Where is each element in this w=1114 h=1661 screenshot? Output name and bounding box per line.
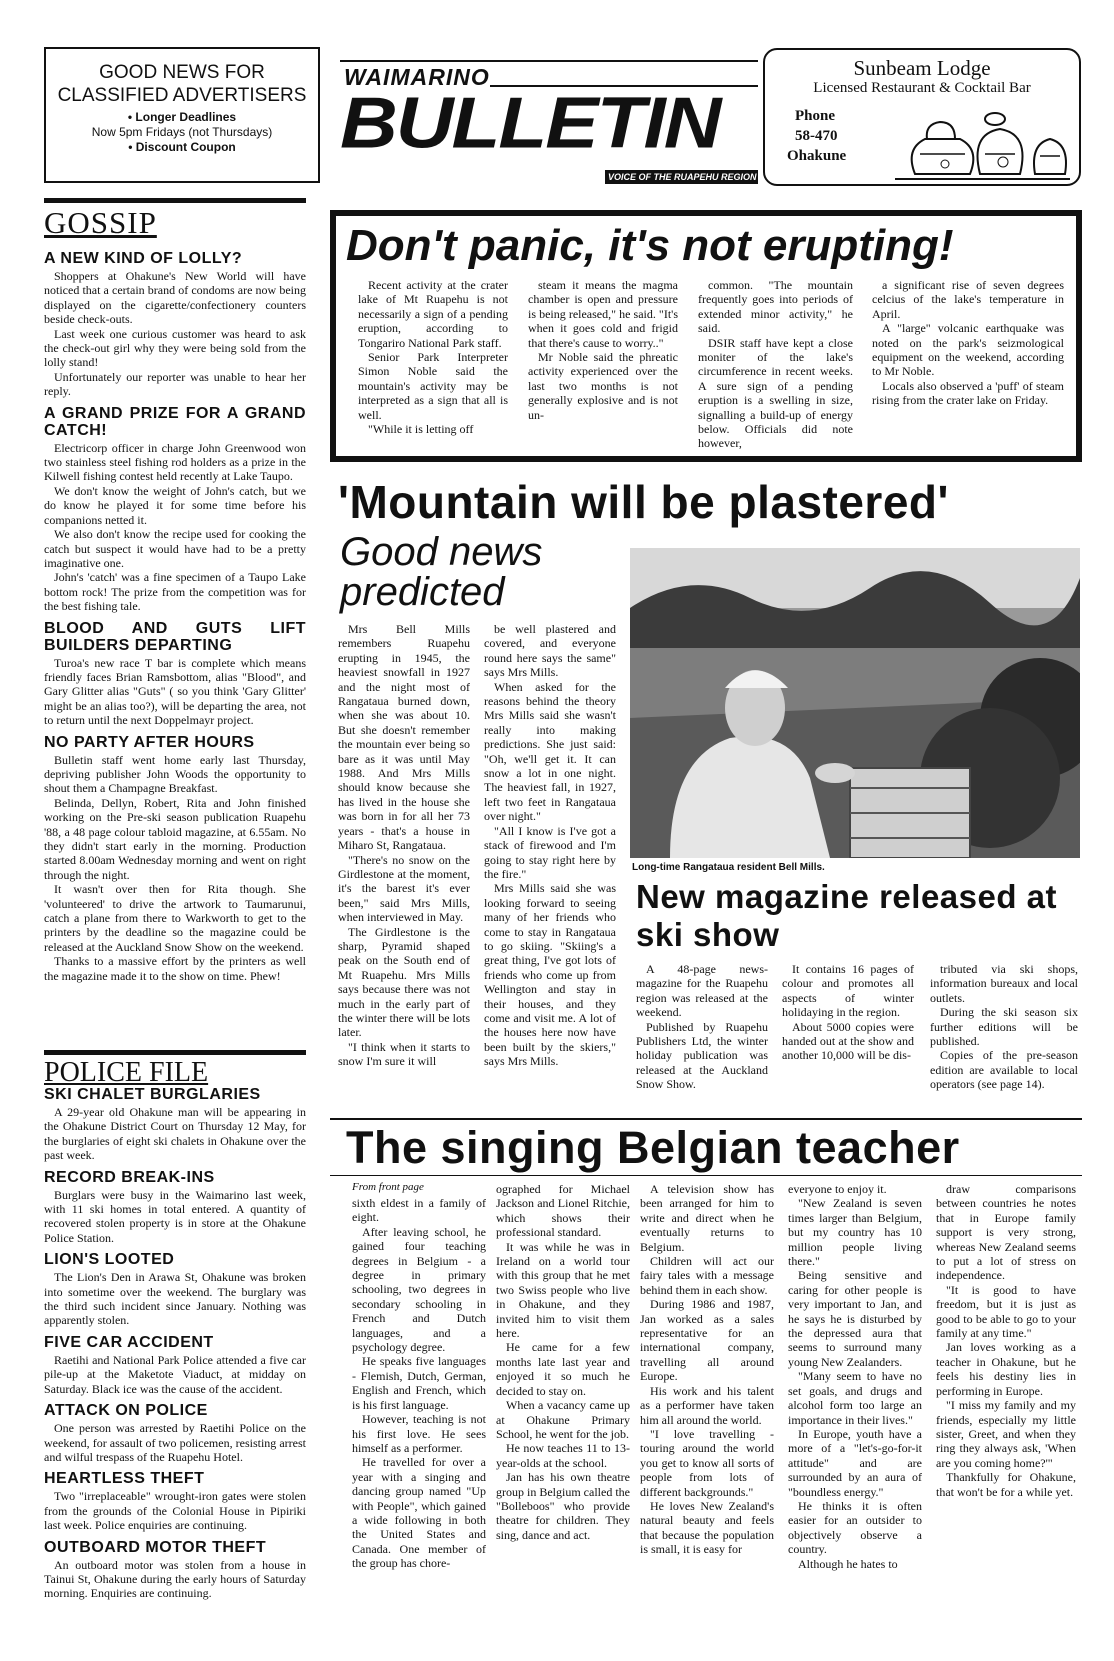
masthead-tagline: VOICE OF THE RUAPEHU REGION [608,172,757,182]
gossip-para: Turoa's new race T bar is complete which means friendly faces Brian Ramsbottom, alias "Blood", and Gary Glitter alias "Guts" ( so you think 'Gary Glitter' might be an alias too?), will be departing the area, not to return until the next Doppelmayr project. [44,655,306,728]
belgian-col-2: ographed for Michael Jackson and Lionel Ritchie, which shows their professional standard. It was while he was in Ireland on a world tour with this group that he met two Swiss people who live in Ohakune, and they invited him to visit them here. He came for a few months late last year and enjoyed it so much he decided to stay on. When a vacancy came up at Ohakune Primary School, he went for the job. He now teaches 11 to 13-year-olds at the school. Jan has his own theatre group in Belgium called the "Bolleboos" who provide theatre for children. They sing, dance and act. [496,1182,630,1542]
belgian-col-3: A television show has been arranged for him to write and direct when he eventually returns to Belgium. Children will act our fairy tales with a message behind them in each show. During 1986 and 1987, Jan worked as a sales representative for an international company, travelling all around Europe. His work and his talent as a performer have taken him all around the world. "I love travelling - touring around the world you get to know all sorts of people from lots of different backgrounds." He loves New Zealand's natural beauty and feels that because the population is small, it is easy for [640,1182,774,1557]
pottery-illustration-icon [885,104,1075,184]
police-para: An outboard motor was stolen from a house in Tainui St, Ohakune during the early hours of Saturday morning. Enquiries are continuing. [44,1557,306,1601]
gossip-title-2: A GRAND PRIZE FOR A GRAND CATCH! [44,404,306,439]
ad-bullet-1: • Longer Deadlines [127,110,237,124]
lodge-desc: Licensed Restaurant & Cocktail Bar [813,80,1031,96]
masthead-top: WAIMARINO [344,64,490,90]
belgian-from-front: From front page [352,1181,424,1193]
masthead-title: BULLETIN [340,82,720,163]
mountain-col-2: be well plastered and covered, and everyone round here says the same" says Mrs Mills. When asked for the reasons behind the theory Mrs Mills said she wasn't really into making predictions. She just said: "Oh, we'll get it. It can snow a lot in one night. The heaviest fall, in 1927, left two feet in Rangataua over night." "All I know is I've got a stack of firewood and I'm going to stay right here by the fire." Mrs Mills said she was looking forward to seeing many of her friends who come to stay in Rangataua to go skiing. "Skiing's a great thing, I've got lots of friends who come up from Wellington and stay in their houses, and they come and visit me. A lot of the houses here now have been built by the skiers," says Mrs Mills. [484,622,616,1069]
photo-caption: Long-time Rangataua resident Bell Mills. [632,862,825,873]
gossip-para: We don't know the weight of John's catch, but we do know he played it for some time before his companions netted it. [44,483,306,527]
erupting-col-3: common. "The mountain frequently goes into periods of extended minor activity," he said. DSIR staff have kept a close moniter of the lake's circumference in recent weeks. A sure sign of a pending eruption is a swelling in size, signalling a build-up of energy below. Officials did note however, [698,278,853,451]
police-title-7: OUTBOARD MOTOR THEFT [44,1538,267,1556]
gossip-para: Belinda, Dellyn, Robert, Rita and John finished working on the Pre-ski season publication Ruapehu '88, a 48 page colour tabloid magazine, at 6.55am. No they didn't start early in the morning. Production started 8.00am Wednesday morning and went on right through the night. [44,795,306,882]
magazine-col-3: tributed via ski shops, information bureaux and local outlets. During the ski season six further editions will be published. Copies of the pre-season edition are available to local operators (see page 14). [930,962,1078,1092]
classified-ad-box [44,47,320,183]
gossip-para: It wasn't over then for Rita though. She 'volunteered' to drive the artwork to Taumarunui, catch a plane from there to Warkworth to get to the printers by the deadline so the magazine could be released at the Auckland Snow Show on the weekend. [44,882,306,954]
gossip-para: Bulletin staff went home early last Thursday, depriving publisher John Woods the opportunity to shout them a Champagne Breakfast. [44,752,306,796]
police-title-4: FIVE CAR ACCIDENT [44,1333,214,1351]
magazine-col-1: A 48-page news-magazine for the Ruapehu region was released at the weekend. Published by Ruapehu Publishers Ltd, the winter holiday publication was released at the Auckland Snow Show. [636,962,768,1092]
police-section [44,1084,306,1601]
lodge-phone-label: Phone [795,108,836,124]
belgian-col-5: draw comparisons between countries he notes that in Europe family support is very strong, whereas New Zealand seems to put a lot of stress on independence. "It is good to have freedom, but it is just as good to be able to go to your family at any time." Jan loves working as a teacher in Ohakune, but he feels his destiny lies in performing in Europe. "I miss my family and my friends, especially my little sister, Greet, and when they ring they always ask, 'When are you coming home?'" Thankfully for Ohakune, that won't be for a while yet. [936,1182,1076,1499]
gossip-section [44,244,306,983]
police-para: A 29-year old Ohakune man will be appearing in the Ohakune District Court on Thursday 12 May, for the burglaries of eight ski chalets in Ohakune over the past week. [44,1105,306,1163]
police-title-3: LION'S LOOTED [44,1251,175,1269]
gossip-para: Unfortunately our reporter was unable to hear her reply. [44,369,306,399]
gossip-para: John's 'catch' was a fine specimen of a Taupo Lake bottom rock! The prize from the competition was for the best fishing tale. [44,570,306,614]
erupting-col-1: Recent activity at the crater lake of Mt Ruapehu is not necessarily a sign of a pending eruption, according to Tongariro National Park staff. Senior Park Interpreter Simon Noble said the mountain's activity may be interpreted as a sign that all is well. "While it is letting off [358,278,508,437]
police-para: Burglars were busy in the Waimarino last week, with 11 ski homes in total entered. A quantity of recovered stolen property is in store at the Ohakune Police Station. [44,1187,306,1245]
erupting-story-box [330,210,1082,462]
gossip-header: GOSSIP [44,205,157,240]
police-para: Two "irreplaceable" wrought-iron gates were stolen from the grounds of the Colonial House in Pipiriki last week. Police enquiries are continuing. [44,1489,306,1533]
belgian-headline: The singing Belgian teacher [346,1122,960,1173]
police-file-header: POLICE FILE [44,1057,209,1088]
erupting-col-2: steam it means the magma chamber is open and pressure is being released," he said. "It's when it goes cold and frigid that there's cause to worry.." Mr Noble said the phreatic activity experienced over the last two months is not generally explosive and is not un- [528,278,678,422]
erupting-col-4: a significant rise of seven degrees celcius of the lake's temperature in April. A "large" volcanic earthquake was noted on the park's seizmological equipment on the weekend, according to Mr Noble. Locals also observed a 'puff' of steam rising from the crater lake on Friday. [872,278,1064,408]
masthead [340,60,758,185]
gossip-title-1: A NEW KIND OF LOLLY? [44,250,243,267]
lodge-name: Sunbeam Lodge [853,56,991,80]
gossip-para: Thanks to a massive effort by the printers as well the magazine made it to the show on time. Phew! [44,954,306,983]
erupting-headline: Don't panic, it's not erupting! [346,221,954,270]
mountain-subhead: Good news predicted [340,530,543,614]
police-title-1: SKI CHALET BURGLARIES [44,1086,261,1103]
police-para: The Lion's Den in Arawa St, Ohakune was broken into sometime over the weekend. The burglary was the third such incident since January. Nothing was apparently stolen. [44,1270,306,1328]
lodge-phone: 58-470 [795,128,838,144]
magazine-headline: New magazine released at ski show [636,878,1058,953]
lodge-town: Ohakune [787,148,847,164]
police-title-5: ATTACK ON POLICE [44,1402,208,1420]
belgian-col-4: everyone to enjoy it. "New Zealand is seven times larger than Belgium, but my country has 10 million people living there." Being sensitive and caring for other people is very important to Jan, and he says he is disturbed by the depressed aura that seems to surround many young New Zealanders. "Many seem to have no set goals, and drugs and alcohol form too large an importance in their lives." In Europe, youth have a more of a "let's-go-for-it attitude" and are surrounded by an aura of "boundless energy." He thinks it is often easier for an outsider to objectively observe a country. Although he hates to [788,1182,922,1571]
gossip-para: Shoppers at Ohakune's New World will have noticed that a certain brand of condoms are now being displayed on the cigarette/confectionery counters beside check-outs. [44,269,306,327]
belgian-col-1: sixth eldest in a family of eight. After leaving school, he gained four teaching degrees in Belgium - a degree in primary schooling, two degrees in secondary schooling in French and Dutch languages, and a psychology degree. He speaks five languages - Flemish, Dutch, German, English and French, which is his first language. However, teaching is not his first love. He sees himself as a performer. He travelled for over a year with a singing and dancing group named "Up with People", which gained a wide following in both the United States and Canada. One member of the group has chore- [352,1196,486,1571]
sunbeam-lodge-ad [763,48,1081,186]
magazine-col-2: It contains 16 pages of colour and promotes all aspects of winter holidaying in the region. About 5000 copies were handed out at the show and another 10,000 will be dis- [782,962,914,1063]
gossip-title-3: BLOOD AND GUTS LIFT BUILDERS DEPARTING [44,619,306,654]
police-title-2: RECORD BREAK-INS [44,1168,215,1186]
police-para: Raetihi and National Park Police attended a five car pile-up at the Maketote Viaduct, at midday on Saturday. Black ice was the cause of the accident. [44,1352,306,1396]
ad-line-2: CLASSIFIED ADVERTISERS [57,85,307,106]
photo-bell-mills [630,548,1080,858]
police-title-6: HEARTLESS THEFT [44,1470,205,1488]
police-para: One person was arrested by Raetihi Police on the weekend, for assault of two policemen, resisting arrest and wilful trespass of the Ruapehu Hotel. [44,1421,306,1464]
gossip-title-4: NO PARTY AFTER HOURS [44,733,255,751]
ad-bullet-2: • Discount Coupon [128,140,236,154]
gossip-para: Electricorp officer in charge John Greenwood won two stainless steel fishing rod holders as a prize in the Kilwell fishing contest held recently at Lake Taupo. [44,440,306,484]
ad-line-3: Now 5pm Fridays (not Thursdays) [91,125,273,139]
gossip-para: We also don't know the recipe used for cooking the catch but suspect it would have had to be a pretty imaginative one. [44,527,306,570]
mountain-headline: 'Mountain will be plastered' [338,476,949,528]
photo-illustration-icon [630,548,1080,858]
gossip-para: Last week one curious customer was heard to ask the check-out girl why they were being sold from the lolly stand! [44,326,306,370]
ad-line-1: GOOD NEWS FOR [99,62,265,83]
mountain-col-1: Mrs Bell Mills remembers Ruapehu erupting in 1945, the heaviest snowfall in 1927 and the night most of Rangataua burned down, when she was about 10. But she doesn't remember the mountain ever being so bare as it was until May 1988. And Mrs Mills should know because she has lived in the house she was born in for all her 73 years - that's a house in Miharo St, Rangataua. "There's no snow on the Girdlestone at the moment, it's the barest it's ever been," said Mrs Mills, when interviewed in May. The Girdlestone is the sharp, Pyramid shaped peak on the South end of Mt Ruapehu. Mrs Mills says because there was not much in the early part of the winter there will be lots later. "I think when it starts to snow I'm sure it will [338,622,470,1069]
